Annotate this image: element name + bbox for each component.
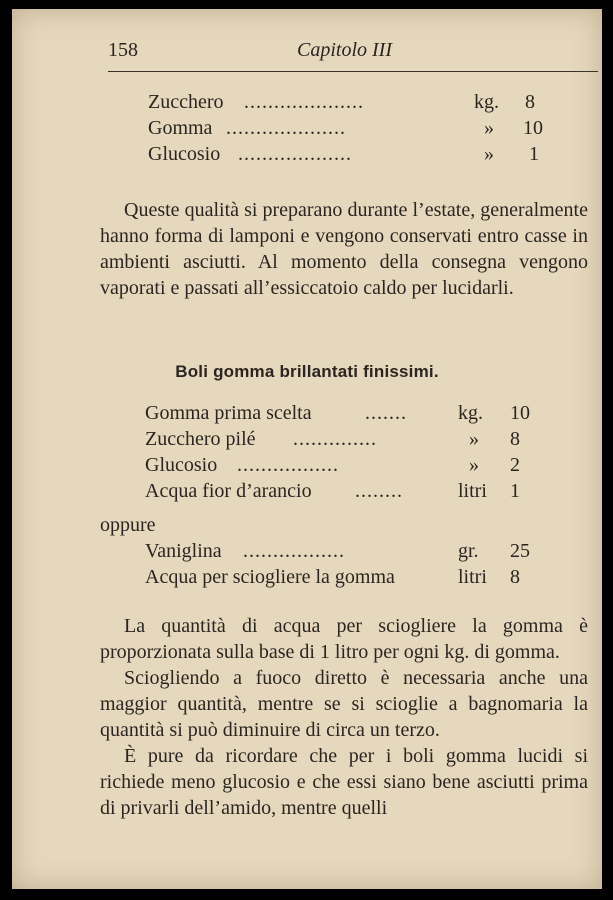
quantity: 8 [510, 566, 520, 588]
table-row [148, 141, 568, 167]
ingredient-name: Glucosio [145, 454, 218, 476]
book-page [12, 9, 602, 889]
leader-dots: ................... [238, 143, 352, 165]
unit: gr. [458, 540, 479, 562]
table-row [145, 400, 565, 426]
quantity: 8 [525, 91, 535, 113]
quantity: 10 [523, 117, 543, 139]
unit: kg. [474, 91, 499, 113]
ingredient-name: Zucchero [148, 91, 224, 113]
header-rule [108, 71, 598, 72]
table-row [148, 89, 568, 115]
table-row [145, 426, 565, 452]
ingredient-name: Acqua per sciogliere la gomma [145, 566, 395, 588]
oppure-label: oppure [100, 514, 156, 536]
leader-dots: ........ [355, 480, 403, 502]
table-row [145, 538, 565, 564]
unit: » [484, 143, 494, 165]
ingredient-name: Gomma [148, 117, 213, 139]
quantity: 8 [510, 428, 520, 450]
ingredients-table-1 [148, 89, 568, 169]
leader-dots: .............. [293, 428, 377, 450]
ingredient-name: Vaniglina [145, 540, 222, 562]
body-text [100, 613, 588, 821]
table-row [145, 564, 565, 590]
quantity: 10 [510, 402, 530, 424]
unit: kg. [458, 402, 483, 424]
table-row [145, 478, 565, 504]
ingredient-name: Gomma prima scelta [145, 402, 312, 424]
unit: » [469, 454, 479, 476]
section-heading: Boli gomma brillantati finissimi. [175, 362, 439, 381]
paragraph: È pure da ricordare che per i boli gomma lucidi si richiede meno glucosio e che essi siano bene asciutti prima di privarli dell’amido, mentre quelli [100, 745, 588, 819]
page-number: 158 [108, 39, 138, 61]
unit: litri [458, 480, 487, 502]
leader-dots: .................... [226, 117, 346, 139]
paragraph: Queste qualità si preparano durante l’estate, generalmente hanno forma di lamponi e vengono conservati entro casse in ambienti asciutti. Al momento della consegna vengono vaporati e passati all’essiccatoio caldo per lucidarli. [100, 199, 588, 299]
unit: » [469, 428, 479, 450]
unit: litri [458, 566, 487, 588]
chapter-title: Capitolo III [297, 39, 392, 61]
ingredient-name: Zucchero pilé [145, 428, 256, 450]
ingredient-name: Acqua fior d’arancio [145, 480, 312, 502]
unit: » [484, 117, 494, 139]
leader-dots: .................... [244, 91, 364, 113]
table-row [145, 452, 565, 478]
quantity: 1 [529, 143, 539, 165]
ingredient-name: Glucosio [148, 143, 221, 165]
paragraph: Sciogliendo a fuoco diretto è necessaria anche una maggior quantità, mentre se si scioglie a bagnomaria la quantità si può diminuire di circa un terzo. [100, 667, 588, 741]
table-row [148, 115, 568, 141]
quantity: 1 [510, 480, 520, 502]
leader-dots: ................. [243, 540, 345, 562]
quantity: 25 [510, 540, 530, 562]
ingredients-table-3 [145, 538, 565, 590]
ingredients-table-2 [145, 400, 565, 506]
leader-dots: ................. [237, 454, 339, 476]
leader-dots: ....... [365, 402, 407, 424]
paragraph: La quantità di acqua per sciogliere la gomma è proporzionata sulla base di 1 litro per ogni kg. di gomma. [100, 615, 588, 663]
quantity: 2 [510, 454, 520, 476]
